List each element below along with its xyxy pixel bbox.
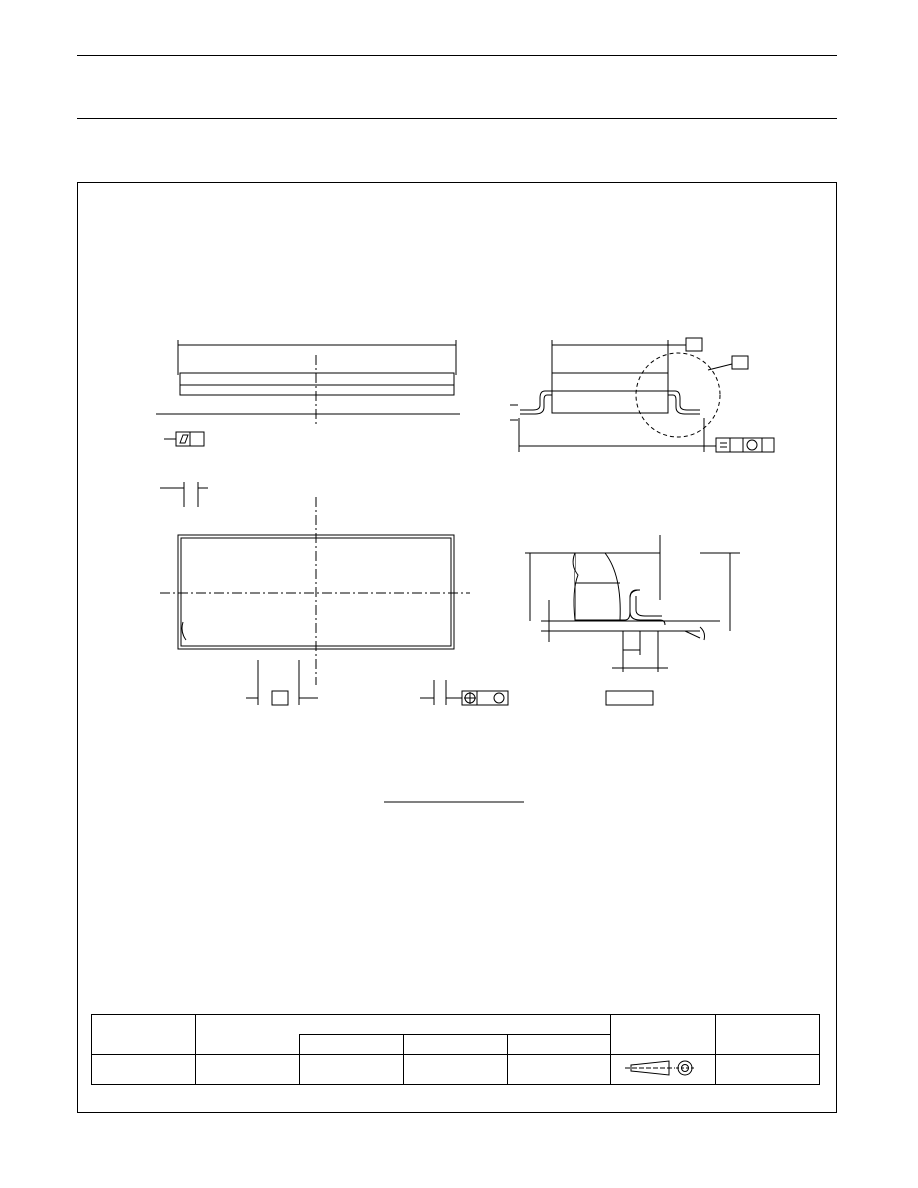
projection-symbol [611, 1055, 716, 1085]
iec-value [195, 1055, 299, 1085]
outline-table [91, 1014, 820, 1085]
iec-header [195, 1035, 299, 1055]
blank-ref-value [507, 1055, 611, 1085]
outline-version-header [92, 1015, 196, 1055]
jedec-header [299, 1035, 403, 1055]
first-angle-projection-icon [623, 1057, 703, 1079]
outline-version-value [92, 1055, 196, 1085]
issue-date-header [716, 1015, 820, 1055]
issue-date-values [716, 1055, 820, 1085]
eiaj-header [403, 1035, 507, 1055]
blank-ref-header [507, 1035, 611, 1055]
eiaj-value [403, 1055, 507, 1085]
jedec-value [299, 1055, 403, 1085]
references-header [195, 1015, 611, 1035]
projection-header [611, 1015, 716, 1055]
